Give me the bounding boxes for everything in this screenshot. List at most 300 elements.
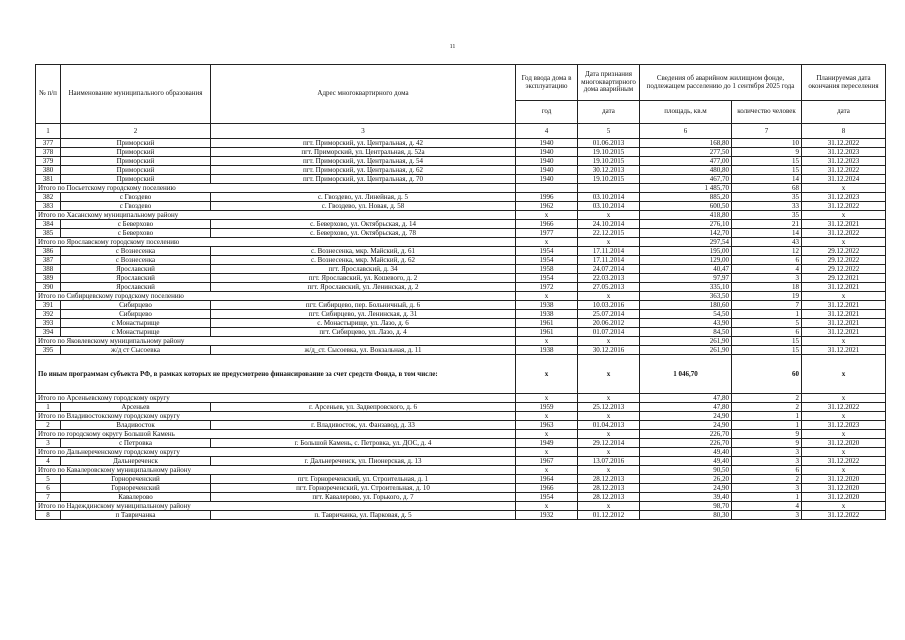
row-year: 1938 bbox=[516, 301, 578, 310]
row-area: 477,00 bbox=[640, 157, 732, 166]
row-people: 9 bbox=[732, 439, 802, 448]
row-number: 381 bbox=[36, 175, 61, 184]
subtotal-year: x bbox=[516, 448, 578, 457]
subtotal-area: 98,70 bbox=[640, 502, 732, 511]
row-date: 25.12.2013 bbox=[578, 403, 640, 412]
row-address: ж/д_ст. Сысоевка, ул. Вокзальная, д. 11 bbox=[211, 346, 516, 355]
column-number: 1 bbox=[36, 124, 61, 139]
row-date: 17.11.2014 bbox=[578, 247, 640, 256]
row-people: 2 bbox=[732, 475, 802, 484]
column-number: 2 bbox=[61, 124, 211, 139]
subtotal-label: Итого по Ярославскому городскому поселению bbox=[36, 238, 516, 247]
subtotal-year: x bbox=[516, 466, 578, 475]
row-address: пгт. Приморский, ул. Центральная, д. 62 bbox=[211, 166, 516, 175]
row-date: 03.10.2014 bbox=[578, 193, 640, 202]
row-people: 14 bbox=[732, 229, 802, 238]
subtotal-area: 1 046,70 bbox=[640, 355, 732, 394]
row-number: 377 bbox=[36, 139, 61, 148]
subtotal-label: Итого по городскому округу Большой Камень bbox=[36, 430, 516, 439]
row-municipality: Сибирцево bbox=[61, 301, 211, 310]
row-address: с. Беверхово, ул. Октябрьская, д. 14 bbox=[211, 220, 516, 229]
table-row bbox=[36, 256, 886, 265]
row-date: 30.12.2016 bbox=[578, 346, 640, 355]
row-address: пгт. Ярославский, ул. Ленинская, д. 2 bbox=[211, 283, 516, 292]
subtotal-people: 68 bbox=[732, 184, 802, 193]
subtotal-row bbox=[36, 448, 886, 457]
page-number: 11 bbox=[449, 44, 456, 50]
row-area: 80,30 bbox=[640, 511, 732, 520]
subtotal-row bbox=[36, 502, 886, 511]
row-municipality: Сибирцево bbox=[61, 310, 211, 319]
row-municipality: Дальнереченск bbox=[61, 457, 211, 466]
subtotal-row bbox=[36, 430, 886, 439]
subtotal-date: x bbox=[578, 448, 640, 457]
table-row bbox=[36, 148, 886, 157]
subtotal-plan: x bbox=[802, 292, 886, 301]
row-area: 49,40 bbox=[640, 457, 732, 466]
row-people: 12 bbox=[732, 247, 802, 256]
row-number: 379 bbox=[36, 157, 61, 166]
row-number: 389 bbox=[36, 274, 61, 283]
subtotal-plan: x bbox=[802, 184, 886, 193]
subtotal-row bbox=[36, 412, 886, 421]
row-address: пгт. Сибирцево, ул. Ленинская, д. 31 bbox=[211, 310, 516, 319]
row-address: с. Беверхово, ул. Октябрьская, д. 78 bbox=[211, 229, 516, 238]
row-address: пгт. Ярославский, ул. Кошевого, д. 2 bbox=[211, 274, 516, 283]
row-year: 1966 bbox=[516, 220, 578, 229]
subtotal-label: Итого по Яковлевскому муниципальному району bbox=[36, 337, 516, 346]
row-people: 15 bbox=[732, 346, 802, 355]
row-plan-date: 31.12.2023 bbox=[802, 421, 886, 430]
resettlement-table bbox=[35, 64, 886, 520]
row-plan-date: 31.12.2022 bbox=[802, 403, 886, 412]
row-municipality: Приморский bbox=[61, 148, 211, 157]
table-row bbox=[36, 319, 886, 328]
row-year: 1958 bbox=[516, 265, 578, 274]
row-area: 54,50 bbox=[640, 310, 732, 319]
subtotal-date: x bbox=[578, 238, 640, 247]
subtotal-year: x bbox=[516, 238, 578, 247]
row-people: 15 bbox=[732, 166, 802, 175]
row-number: 7 bbox=[36, 493, 61, 502]
row-municipality: ж/д ст Сысоевка bbox=[61, 346, 211, 355]
row-number: 4 bbox=[36, 457, 61, 466]
row-people: 1 bbox=[732, 493, 802, 502]
column-number: 8 bbox=[802, 124, 886, 139]
row-year: 1940 bbox=[516, 148, 578, 157]
table-row bbox=[36, 166, 886, 175]
row-number: 6 bbox=[36, 484, 61, 493]
subtotal-plan: x bbox=[802, 211, 886, 220]
row-address: г. Владивосток, ул. Фанзавод, д. 33 bbox=[211, 421, 516, 430]
subtotal-people: 4 bbox=[732, 502, 802, 511]
subtotal-year: x bbox=[516, 337, 578, 346]
subtotal-plan: x bbox=[802, 412, 886, 421]
subtotal-people: 15 bbox=[732, 337, 802, 346]
subtotal-year: x bbox=[516, 355, 578, 394]
row-address: с. Вознесенка, мкр. Майский, д. 62 bbox=[211, 256, 516, 265]
row-area: 480,80 bbox=[640, 166, 732, 175]
table-row bbox=[36, 139, 886, 148]
row-area: 47,80 bbox=[640, 403, 732, 412]
row-number: 3 bbox=[36, 439, 61, 448]
row-people: 3 bbox=[732, 274, 802, 283]
table-row bbox=[36, 229, 886, 238]
row-date: 01.04.2013 bbox=[578, 421, 640, 430]
row-number: 2 bbox=[36, 421, 61, 430]
row-year: 1940 bbox=[516, 139, 578, 148]
subtotal-people: 6 bbox=[732, 466, 802, 475]
row-people: 1 bbox=[732, 310, 802, 319]
subtotal-area: 47,80 bbox=[640, 394, 732, 403]
header-date-group: Дата признания многоквартирного дома аварийным bbox=[578, 65, 640, 101]
row-area: 142,70 bbox=[640, 229, 732, 238]
row-people: 14 bbox=[732, 175, 802, 184]
row-year: 1961 bbox=[516, 319, 578, 328]
row-plan-date: 31.12.2020 bbox=[802, 475, 886, 484]
table-row bbox=[36, 247, 886, 256]
column-number: 5 bbox=[578, 124, 640, 139]
row-date: 19.10.2015 bbox=[578, 148, 640, 157]
table-body bbox=[36, 139, 886, 520]
row-number: 386 bbox=[36, 247, 61, 256]
row-date: 01.07.2014 bbox=[578, 328, 640, 337]
row-people: 6 bbox=[732, 256, 802, 265]
table-row bbox=[36, 328, 886, 337]
row-year: 1940 bbox=[516, 166, 578, 175]
subtotal-date: x bbox=[578, 466, 640, 475]
row-municipality: Горнореченский bbox=[61, 484, 211, 493]
row-number: 5 bbox=[36, 475, 61, 484]
row-year: 1964 bbox=[516, 475, 578, 484]
row-year: 1961 bbox=[516, 328, 578, 337]
subtotal-plan: x bbox=[802, 337, 886, 346]
row-number: 8 bbox=[36, 511, 61, 520]
row-plan-date: 31.12.2024 bbox=[802, 175, 886, 184]
row-address: пгт. Горнореченский, ул. Строительная, д. 10 bbox=[211, 484, 516, 493]
subtotal-label: Итого по Сибирцевскому городскому поселению bbox=[36, 292, 516, 301]
row-date: 01.12.2012 bbox=[578, 511, 640, 520]
subtotal-date: x bbox=[578, 502, 640, 511]
row-date: 03.10.2014 bbox=[578, 202, 640, 211]
row-number: 380 bbox=[36, 166, 61, 175]
row-address: пгт. Сибирцево, ул. Лазо, д. 4 bbox=[211, 328, 516, 337]
row-area: 24,90 bbox=[640, 484, 732, 493]
subtotal-plan: x bbox=[802, 430, 886, 439]
row-people: 35 bbox=[732, 193, 802, 202]
subtotal-date: x bbox=[578, 211, 640, 220]
row-people: 21 bbox=[732, 220, 802, 229]
row-number: 1 bbox=[36, 403, 61, 412]
subtotal-year: x bbox=[516, 502, 578, 511]
subtotal-year: x bbox=[516, 394, 578, 403]
subtotal-people: 35 bbox=[732, 211, 802, 220]
header-plan-group: Планируемая дата окончания переселения bbox=[802, 65, 886, 101]
row-area: 335,10 bbox=[640, 283, 732, 292]
subtotal-label: По иным программам субъекта РФ, в рамках которых не предусмотрено финансирование за счет средств Фонда, в том числе: bbox=[36, 355, 516, 394]
subtotal-row bbox=[36, 337, 886, 346]
row-area: 84,50 bbox=[640, 328, 732, 337]
subtotal-people: 1 bbox=[732, 412, 802, 421]
row-municipality: Ярославский bbox=[61, 283, 211, 292]
row-date: 22.03.2013 bbox=[578, 274, 640, 283]
row-address: с. Гвоздево, ул. Новая, д. 58 bbox=[211, 202, 516, 211]
row-number: 392 bbox=[36, 310, 61, 319]
row-municipality: с Беверхово bbox=[61, 229, 211, 238]
row-people: 3 bbox=[732, 484, 802, 493]
table-row bbox=[36, 202, 886, 211]
row-address: с. Вознесенка, мкр. Майский, д. 61 bbox=[211, 247, 516, 256]
subtotal-date: x bbox=[578, 355, 640, 394]
row-number: 395 bbox=[36, 346, 61, 355]
row-municipality: с Петровка bbox=[61, 439, 211, 448]
row-plan-date: 31.12.2020 bbox=[802, 493, 886, 502]
row-date: 24.10.2014 bbox=[578, 220, 640, 229]
row-area: 226,70 bbox=[640, 439, 732, 448]
row-people: 2 bbox=[732, 403, 802, 412]
subtotal-area: 226,70 bbox=[640, 430, 732, 439]
subtotal-label: Итого по Владивостокскому городскому округу bbox=[36, 412, 516, 421]
row-date: 22.12.2015 bbox=[578, 229, 640, 238]
row-municipality: Приморский bbox=[61, 157, 211, 166]
row-year: 1940 bbox=[516, 175, 578, 184]
row-address: с. Гвоздево, ул. Линейная, д. 5 bbox=[211, 193, 516, 202]
row-area: 276,10 bbox=[640, 220, 732, 229]
row-municipality: Приморский bbox=[61, 175, 211, 184]
subtotal-date: x bbox=[578, 412, 640, 421]
row-plan-date: 29.12.2022 bbox=[802, 265, 886, 274]
row-address: пгт. Ярославский, д. 34 bbox=[211, 265, 516, 274]
subtotal-label: Итого по Надеждинскому муниципальному району bbox=[36, 502, 516, 511]
row-plan-date: 31.12.2023 bbox=[802, 193, 886, 202]
row-people: 9 bbox=[732, 148, 802, 157]
subtotal-area: 418,80 bbox=[640, 211, 732, 220]
row-year: 1940 bbox=[516, 157, 578, 166]
row-year: 1954 bbox=[516, 493, 578, 502]
row-year: 1959 bbox=[516, 403, 578, 412]
row-year: 1949 bbox=[516, 439, 578, 448]
row-date: 19.10.2015 bbox=[578, 175, 640, 184]
header-date-sub: дата bbox=[578, 101, 640, 124]
subtotal-date: x bbox=[578, 394, 640, 403]
row-municipality: Арсеньев bbox=[61, 403, 211, 412]
row-people: 10 bbox=[732, 139, 802, 148]
subtotal-date: x bbox=[578, 292, 640, 301]
subtotal-label: Итого по Дальнереченскому городскому округу bbox=[36, 448, 516, 457]
row-address: пгт. Кавалерово, ул. Горького, д. 7 bbox=[211, 493, 516, 502]
row-area: 180,60 bbox=[640, 301, 732, 310]
row-area: 24,90 bbox=[640, 421, 732, 430]
subtotal-area: 261,90 bbox=[640, 337, 732, 346]
row-plan-date: 29.12.2021 bbox=[802, 274, 886, 283]
row-date: 29.12.2014 bbox=[578, 439, 640, 448]
row-number: 391 bbox=[36, 301, 61, 310]
subtotal-row bbox=[36, 211, 886, 220]
table-row bbox=[36, 346, 886, 355]
table-row bbox=[36, 274, 886, 283]
row-people: 18 bbox=[732, 283, 802, 292]
row-year: 1977 bbox=[516, 229, 578, 238]
subtotal-row bbox=[36, 466, 886, 475]
row-area: 43,90 bbox=[640, 319, 732, 328]
table-row bbox=[36, 175, 886, 184]
row-people: 33 bbox=[732, 202, 802, 211]
row-area: 195,00 bbox=[640, 247, 732, 256]
header-plan-sub: дата bbox=[802, 101, 886, 124]
subtotal-date bbox=[578, 184, 640, 193]
header-year-group: Год ввода дома в эксплуатацию bbox=[516, 65, 578, 101]
row-municipality: Приморский bbox=[61, 166, 211, 175]
subtotal-label: Итого по Посьетскому городскому поселению bbox=[36, 184, 516, 193]
row-municipality: Приморский bbox=[61, 139, 211, 148]
subtotal-area: 49,40 bbox=[640, 448, 732, 457]
row-address: пгт. Горнореченский, ул. Строительная, д. 1 bbox=[211, 475, 516, 484]
column-number: 3 bbox=[211, 124, 516, 139]
table-row bbox=[36, 484, 886, 493]
row-address: г. Дальнереченск, ул. Пионерская, д. 13 bbox=[211, 457, 516, 466]
row-address: г. Арсеньев, ул. Задвепровского, д. 6 bbox=[211, 403, 516, 412]
header-people: количество человек bbox=[732, 101, 802, 124]
row-number: 385 bbox=[36, 229, 61, 238]
row-people: 5 bbox=[732, 319, 802, 328]
row-municipality: с Монастырище bbox=[61, 319, 211, 328]
row-year: 1966 bbox=[516, 484, 578, 493]
table-row bbox=[36, 310, 886, 319]
header-row-1 bbox=[36, 65, 886, 101]
row-year: 1954 bbox=[516, 247, 578, 256]
row-area: 261,90 bbox=[640, 346, 732, 355]
row-year: 1938 bbox=[516, 346, 578, 355]
row-plan-date: 31.12.2022 bbox=[802, 511, 886, 520]
row-people: 6 bbox=[732, 328, 802, 337]
row-year: 1963 bbox=[516, 421, 578, 430]
row-municipality: с Гвоздево bbox=[61, 202, 211, 211]
row-municipality: п Тавричанка bbox=[61, 511, 211, 520]
row-area: 40,47 bbox=[640, 265, 732, 274]
subtotal-area: 24,90 bbox=[640, 412, 732, 421]
row-number: 378 bbox=[36, 148, 61, 157]
row-date: 10.03.2016 bbox=[578, 301, 640, 310]
row-address: с. Монастырище, ул. Лазо, д. 6 bbox=[211, 319, 516, 328]
row-address: пгт. Приморский, ул. Центральная, д. 52а bbox=[211, 148, 516, 157]
row-address: г. Большой Камень, с. Петровка, ул. ДОС, д. 4 bbox=[211, 439, 516, 448]
subtotal-row bbox=[36, 292, 886, 301]
subtotal-plan: x bbox=[802, 466, 886, 475]
row-area: 168,80 bbox=[640, 139, 732, 148]
row-year: 1954 bbox=[516, 256, 578, 265]
row-address: пгт. Приморский, ул. Центральная, д. 42 bbox=[211, 139, 516, 148]
row-area: 39,40 bbox=[640, 493, 732, 502]
row-number: 388 bbox=[36, 265, 61, 274]
row-year: 1996 bbox=[516, 193, 578, 202]
subtotal-area: 297,54 bbox=[640, 238, 732, 247]
row-people: 4 bbox=[732, 265, 802, 274]
row-year: 1954 bbox=[516, 274, 578, 283]
table-row bbox=[36, 511, 886, 520]
row-people: 7 bbox=[732, 301, 802, 310]
row-plan-date: 31.12.2023 bbox=[802, 157, 886, 166]
row-date: 27.05.2013 bbox=[578, 283, 640, 292]
table-row bbox=[36, 301, 886, 310]
subtotal-date: x bbox=[578, 430, 640, 439]
table-row bbox=[36, 220, 886, 229]
row-plan-date: 31.12.2022 bbox=[802, 229, 886, 238]
header-info-group: Сведения об аварийном жилищном фонде, подлежащем расселению до 1 сентября 2025 года bbox=[640, 65, 802, 101]
row-area: 277,50 bbox=[640, 148, 732, 157]
subtotal-area: 90,50 bbox=[640, 466, 732, 475]
row-date: 30.12.2013 bbox=[578, 166, 640, 175]
subtotal-year: x bbox=[516, 211, 578, 220]
table-row bbox=[36, 475, 886, 484]
row-plan-date: 31.12.2021 bbox=[802, 310, 886, 319]
row-plan-date: 31.12.2023 bbox=[802, 148, 886, 157]
subtotal-year: x bbox=[516, 430, 578, 439]
row-year: 1932 bbox=[516, 511, 578, 520]
row-date: 20.06.2012 bbox=[578, 319, 640, 328]
row-date: 13.07.2016 bbox=[578, 457, 640, 466]
header-address: Адрес многоквартирного дома bbox=[211, 65, 516, 124]
row-address: пгт. Приморский, ул. Центральная, д. 70 bbox=[211, 175, 516, 184]
row-plan-date: 31.12.2021 bbox=[802, 283, 886, 292]
row-date: 19.10.2015 bbox=[578, 157, 640, 166]
subtotal-area: 1 485,70 bbox=[640, 184, 732, 193]
header-year-sub: год bbox=[516, 101, 578, 124]
column-number: 6 bbox=[640, 124, 732, 139]
row-date: 24.07.2014 bbox=[578, 265, 640, 274]
table-row bbox=[36, 403, 886, 412]
row-plan-date: 29.12.2022 bbox=[802, 256, 886, 265]
row-plan-date: 31.12.2022 bbox=[802, 202, 886, 211]
row-plan-date: 31.12.2022 bbox=[802, 457, 886, 466]
row-people: 3 bbox=[732, 457, 802, 466]
row-number: 382 bbox=[36, 193, 61, 202]
program-total-row bbox=[36, 355, 886, 394]
row-year: 1967 bbox=[516, 457, 578, 466]
subtotal-people: 60 bbox=[732, 355, 802, 394]
row-plan-date: 31.12.2021 bbox=[802, 346, 886, 355]
row-municipality: с Гвоздево bbox=[61, 193, 211, 202]
subtotal-people: 9 bbox=[732, 430, 802, 439]
subtotal-row bbox=[36, 238, 886, 247]
subtotal-year: x bbox=[516, 292, 578, 301]
row-plan-date: 31.12.2021 bbox=[802, 301, 886, 310]
table-row bbox=[36, 283, 886, 292]
table-row bbox=[36, 157, 886, 166]
row-date: 25.07.2014 bbox=[578, 310, 640, 319]
column-number: 7 bbox=[732, 124, 802, 139]
row-number: 383 bbox=[36, 202, 61, 211]
row-municipality: Горнореченский bbox=[61, 475, 211, 484]
subtotal-plan: x bbox=[802, 502, 886, 511]
table-row bbox=[36, 493, 886, 502]
row-plan-date: 31.12.2020 bbox=[802, 484, 886, 493]
subtotal-people: 2 bbox=[732, 394, 802, 403]
row-plan-date: 31.12.2021 bbox=[802, 328, 886, 337]
subtotal-year: x bbox=[516, 412, 578, 421]
row-number: 387 bbox=[36, 256, 61, 265]
row-year: 1938 bbox=[516, 310, 578, 319]
table-row bbox=[36, 439, 886, 448]
row-plan-date: 31.12.2022 bbox=[802, 139, 886, 148]
header-num: № п/п bbox=[36, 65, 61, 124]
row-people: 3 bbox=[732, 511, 802, 520]
row-municipality: Ярославский bbox=[61, 265, 211, 274]
row-address: пгт. Сибирцево, пер. Больничный, д. 6 bbox=[211, 301, 516, 310]
subtotal-row bbox=[36, 184, 886, 193]
row-number: 384 bbox=[36, 220, 61, 229]
row-date: 17.11.2014 bbox=[578, 256, 640, 265]
table-row bbox=[36, 265, 886, 274]
